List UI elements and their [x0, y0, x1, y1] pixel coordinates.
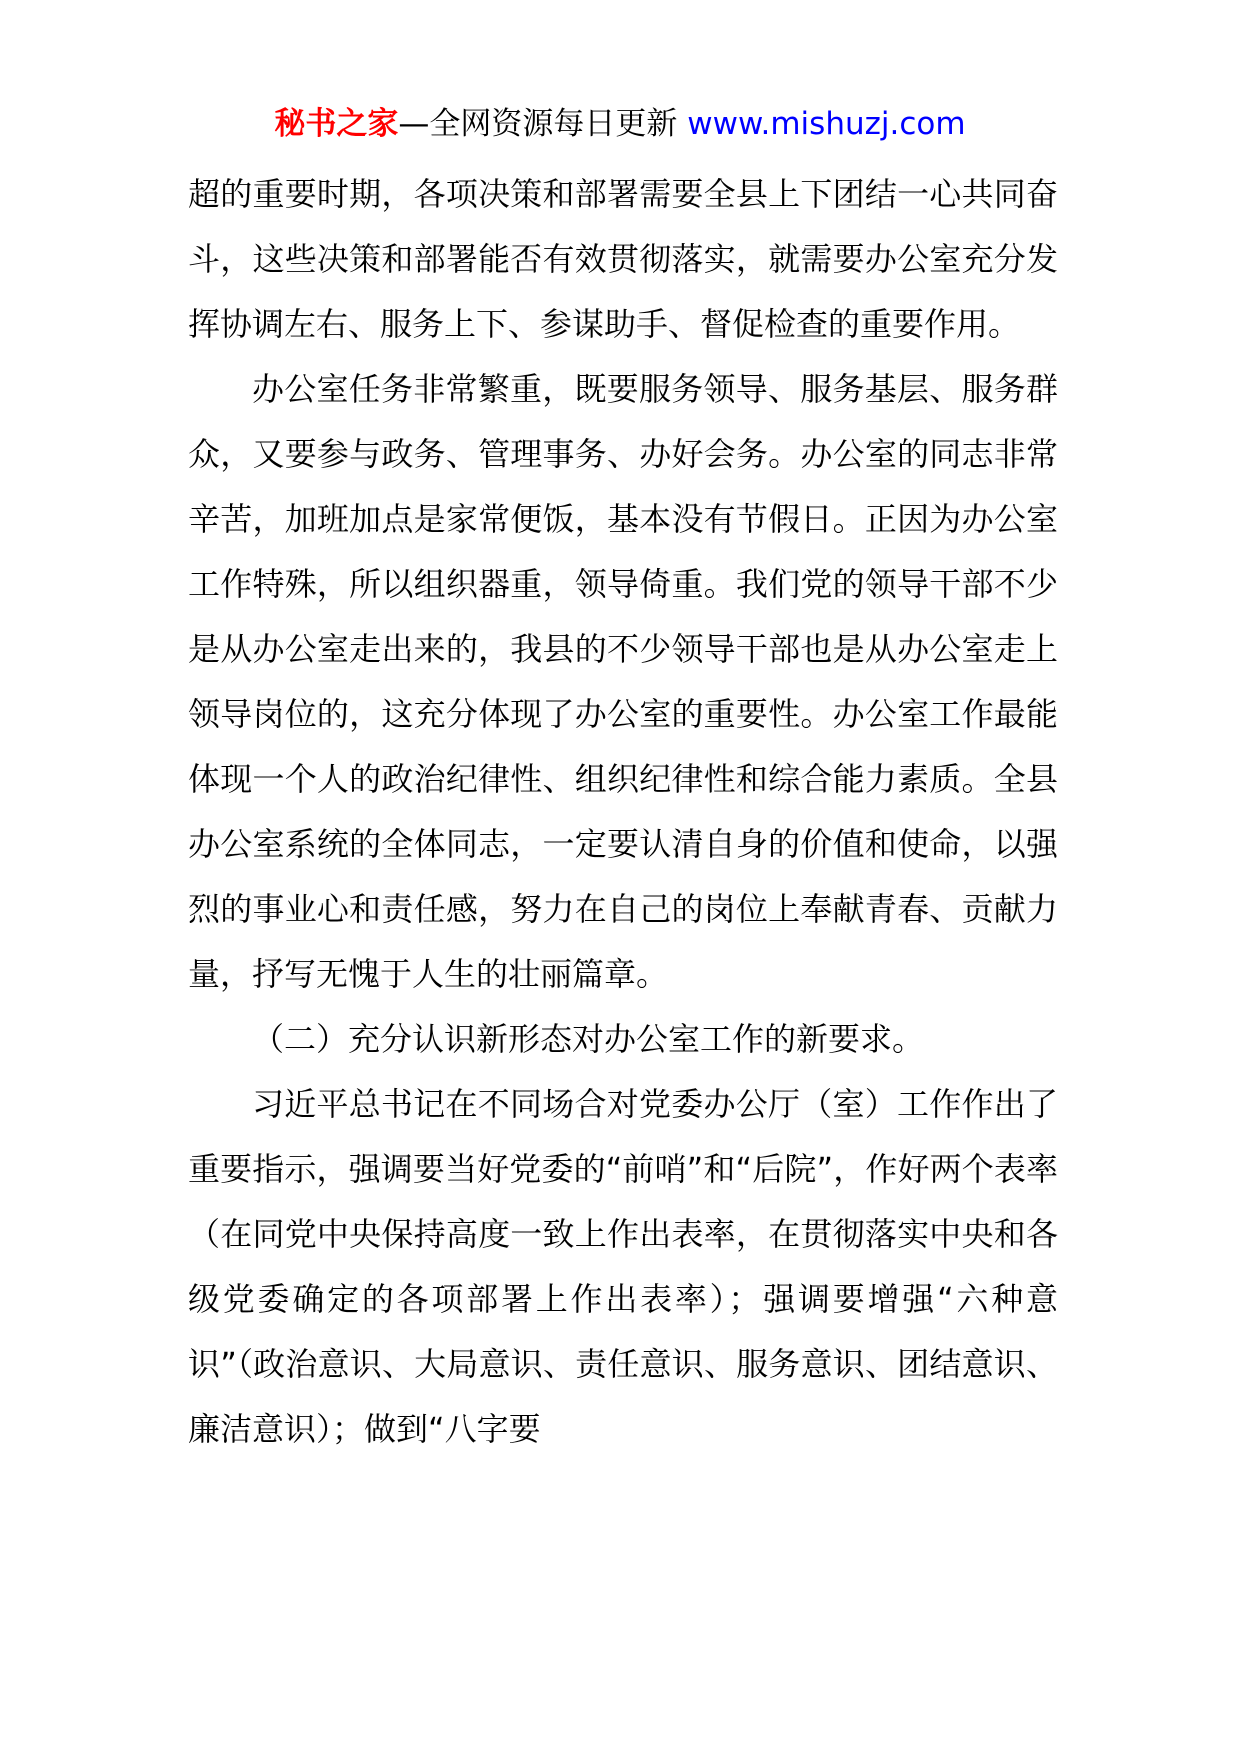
site-url-link[interactable]: www.mishuzj.com	[687, 106, 966, 142]
header-tagline: —全网资源每日更新	[398, 106, 678, 142]
section-heading: （二）充分认识新形态对办公室工作的新要求。	[252, 1020, 925, 1058]
page-header	[0, 100, 1240, 148]
brand-name: 秘书之家	[274, 106, 399, 142]
document-body	[188, 162, 1058, 1462]
paragraph: 习近平总书记在不同场合对党委办公厅（室）工作作出了重要指示，强调要当好党委的“前哨”和“后院”，作好两个表率（在同党中央保持高度一致上作出表率，在贯彻落实中央和各级党委确定的各项部署上作出表率）；强调要增强“六种意识”（政治意识、大局意识、责任意识、服务意识、团结意识、廉洁意识）；做到“八字要	[188, 1085, 1058, 1448]
paragraph-continuation: 超的重要时期，各项决策和部署需要全县上下团结一心共同奋斗，这些决策和部署能否有效贯彻落实，就需要办公室充分发挥协调左右、服务上下、参谋助手、督促检查的重要作用。	[188, 175, 1058, 343]
paragraph: 办公室任务非常繁重，既要服务领导、服务基层、服务群众，又要参与政务、管理事务、办好会务。办公室的同志非常辛苦，加班加点是家常便饭，基本没有节假日。正因为办公室工作特殊，所以组织器重，领导倚重。我们党的领导干部不少是从办公室走出来的，我县的不少领导干部也是从办公室走上领导岗位的，这充分体现了办公室的重要性。办公室工作最能体现一个人的政治纪律性、组织纪律性和综合能力素质。全县办公室系统的全体同志，一定要认清自身的价值和使命，以强烈的事业心和责任感，努力在自己的岗位上奉献青春、贡献力量，抒写无愧于人生的壮丽篇章。	[188, 370, 1058, 993]
